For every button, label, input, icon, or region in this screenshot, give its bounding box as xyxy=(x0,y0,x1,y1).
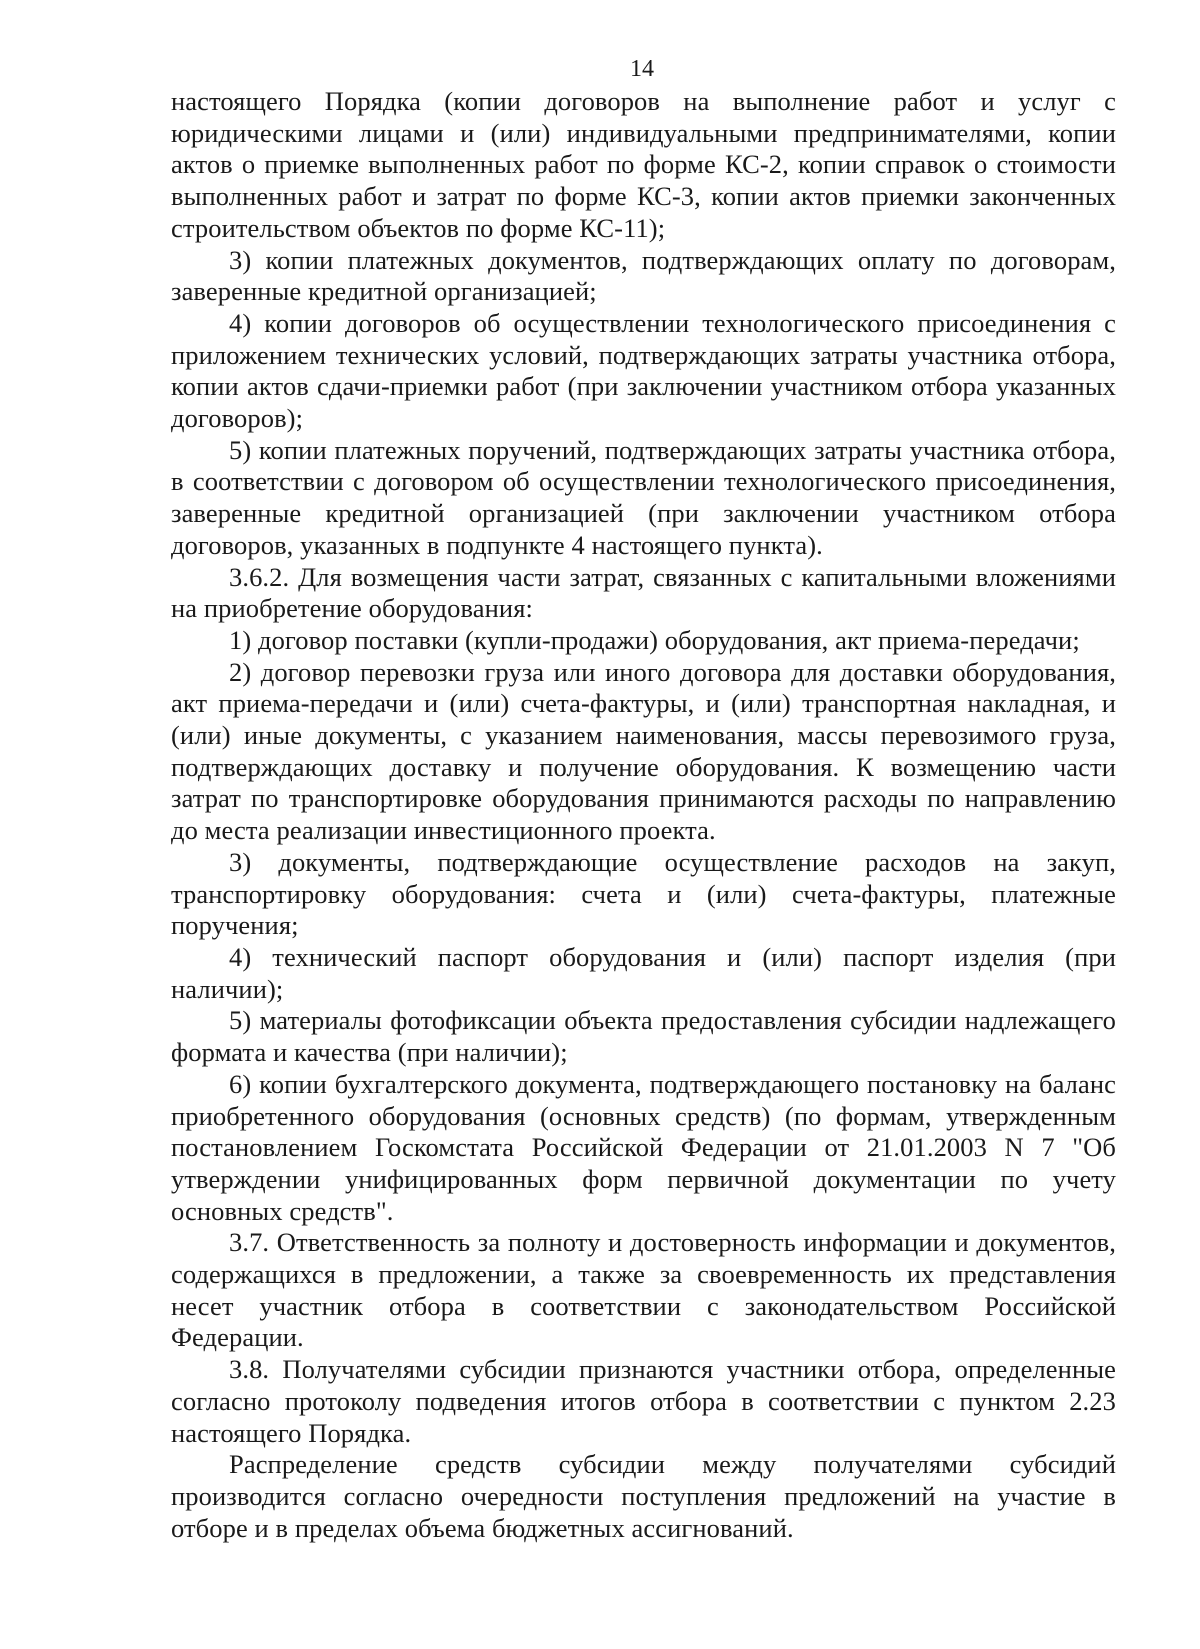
section-3-8: 3.8. Получателями субсидии признаются участники отбора, определенные согласно протоколу подведения итогов отбора в соответствии с пунктом 2.23 настоящего Порядка. xyxy=(171,1354,1116,1448)
page-number: 14 xyxy=(630,56,654,82)
list-item-3b: 3) документы, подтверждающие осуществление расходов на закуп, транспортировку оборудования: счета и (или) счета-фактуры, платежные поручения; xyxy=(171,846,1116,941)
paragraph-distribution: Распределение средств субсидии между получателями субсидий производится согласно очередности поступления предложений на участие в отборе и в пределах объема бюджетных ассигнований. xyxy=(171,1449,1116,1543)
list-item-5b: 5) материалы фотофиксации объекта предоставления субсидии надлежащего формата и качества (при наличии); xyxy=(171,1005,1116,1068)
list-item-1: 1) договор поставки (купли-продажи) оборудования, акт приема-передачи; xyxy=(229,624,1080,655)
document-body xyxy=(171,86,1116,1544)
paragraph-continuation: настоящего Порядка (копии договоров на выполнение работ и услуг с юридическими лицами и (или) индивидуальными предпринимателями, копии актов о приемке выполненных работ по форме КС-2, копии справок о стоимости выполненных работ и затрат по форме КС-3, копии актов приемки законченных строительством объектов по форме КС-11); xyxy=(171,86,1116,243)
section-3-7: 3.7. Ответственность за полноту и достоверность информации и документов, содержащихся в предложении, а также за своевременность их представления несет участник отбора в соответствии с законодательством Российской Федерации. xyxy=(171,1227,1116,1353)
list-item-6: 6) копии бухгалтерского документа, подтверждающего постановку на баланс приобретенного оборудования (основных средств) (по формам, утвержденным постановлением Госкомстата Российской Федерации от 21.01.2003 N 7 "Об утверждении унифицированных форм первичной документации по учету основных средств". xyxy=(171,1068,1116,1226)
section-3-6-2: 3.6.2. Для возмещения части затрат, связанных с капитальными вложениями на приобретение оборудования: xyxy=(171,561,1116,624)
list-item-5: 5) копии платежных поручений, подтверждающих затраты участника отбора, в соответствии с договором об осуществлении технологического присоединения, заверенные кредитной организацией (при заключении участником отбора договоров, указанных в подпункте 4 настоящего пункта). xyxy=(171,434,1116,560)
list-item-3: 3) копии платежных документов, подтверждающих оплату по договорам, заверенные кредитной организацией; xyxy=(171,244,1116,307)
list-item-2: 2) договор перевозки груза или иного договора для доставки оборудования, акт приема-передачи и (или) счета-фактуры, и (или) транспортная накладная, и (или) иные документы, с указанием наименования, массы перевозимого груза, подтверждающих доставку и получение оборудования. К возмещению части затрат по транспортировке оборудования принимаются расходы по направлению до места реализации инвестиционного проекта. xyxy=(171,656,1116,846)
list-item-4b: 4) технический паспорт оборудования и (или) паспорт изделия (при наличии); xyxy=(171,941,1116,1004)
list-item-4: 4) копии договоров об осуществлении технологического присоединения с приложением технических условий, подтверждающих затраты участника отбора, копии актов сдачи-приемки работ (при заключении участником отбора указанных договоров); xyxy=(171,307,1116,434)
